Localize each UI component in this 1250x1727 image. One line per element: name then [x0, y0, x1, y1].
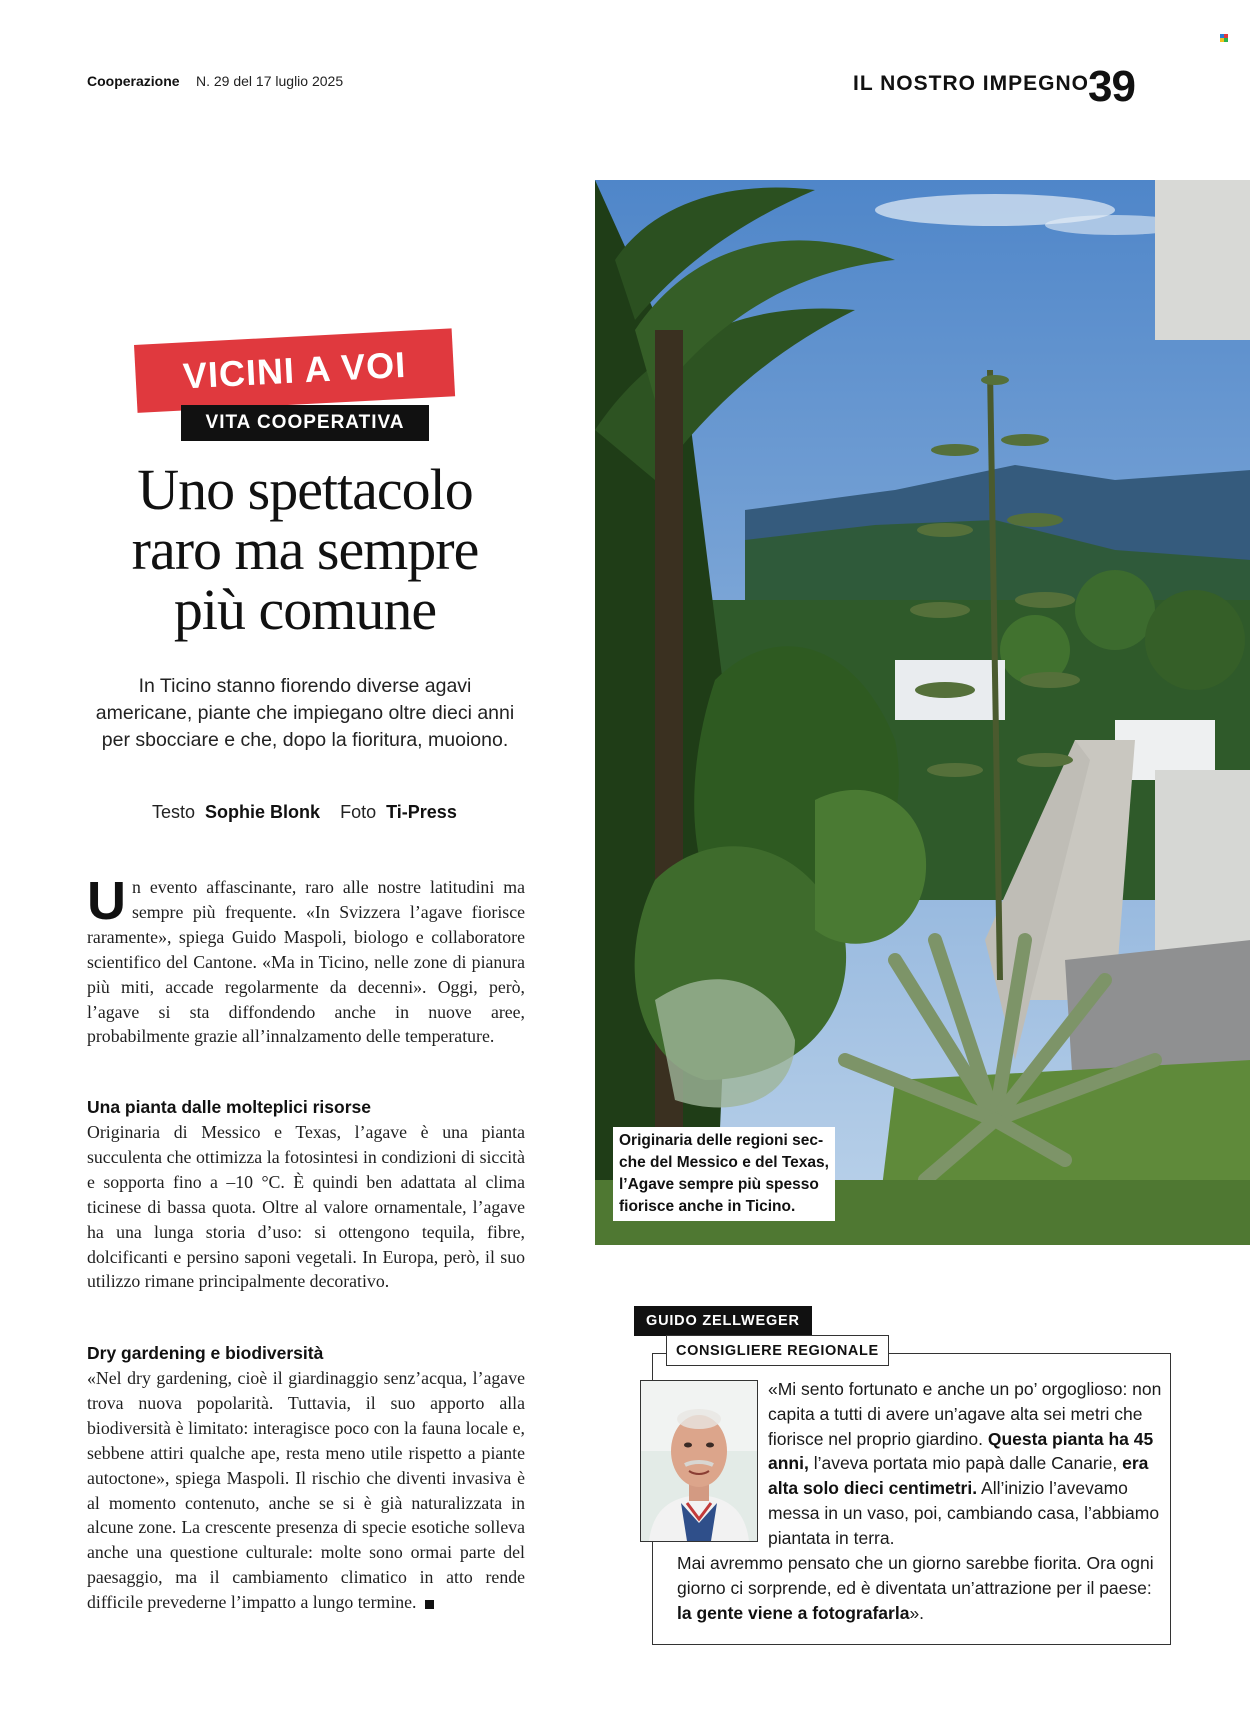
body-paragraph-1: Originaria di Messico e Texas, l’agave è una pianta succulenta che ottimizza la fotosintesi in condizioni di siccità e sopporta fino a –10 °C. È quindi ben adattata al clima ticinese di bassa quota. Oltre al valore ornamentale, l’agave ha una lunga storia d’uso: si ottengono tequila, fibre, dolcificanti e persino saponi vegetali. In Europa, però, il suo utilizzo rimane principalmente decorativo.: [87, 1122, 525, 1292]
byline: [152, 802, 457, 823]
kicker-label: [134, 328, 455, 413]
byline-author: Sophie Blonk: [205, 802, 321, 822]
byline-text-label: Testo: [152, 802, 196, 822]
byline-photographer: Ti-Press: [386, 802, 457, 822]
quote-end: ».: [909, 1602, 925, 1623]
quote-bold-2: era alta solo dieci centimetri.: [768, 1453, 1149, 1499]
article-headline: [60, 457, 550, 642]
drop-cap: U: [87, 871, 126, 931]
caption-line-2: che del Messico e del Texas,: [619, 1154, 829, 1171]
quote-bold-1: Questa pianta ha 45 anni,: [768, 1428, 1154, 1474]
section-title: IL NOSTRO IMPEGNO: [853, 72, 1089, 95]
article-lead: In Ticino stanno fiorendo diverse agavi americane, piante che impiegano oltre dieci anni per sbocciare e che, dopo la fioritura, muoiono.: [95, 675, 515, 751]
caption-line-4: fiorisce anche in Ticino.: [619, 1198, 796, 1215]
portrait-illustration: [641, 1381, 757, 1541]
headline-line-1: Uno spettacolo: [137, 457, 473, 522]
quote-part-1: «Mi sento fortunato e anche un po’ orgoglioso: non capita a tutti di avere un’agave alta sei metri che fiorisce nel proprio giardino.: [768, 1379, 1162, 1449]
quote-part-4: Mai avremmo pensato che un giorno sarebbe fiorita. Ora ogni giorno ci sorprende, ed è diventata un’attrazione per il paese:: [677, 1553, 1154, 1598]
photo-caption: [613, 1127, 835, 1221]
portrait-photo: [640, 1380, 758, 1542]
color-registration-mark: [1220, 34, 1228, 42]
caption-line-1: Originaria delle regioni sec-: [619, 1132, 824, 1149]
page-number: 39: [1088, 62, 1135, 111]
publication-name: Cooperazione: [87, 73, 180, 89]
subhead-dry-gardening: Dry gardening e biodiversità: [87, 1343, 324, 1363]
quote-person-name: GUIDO ZELLWEGER: [634, 1306, 812, 1336]
body-intro-text: n evento affascinante, raro alle nostre latitudini ma sempre più frequente. «In Svizzera l’agave fiorisce raramente», spiega Guido Maspoli, biologo e collaboratore scientifico del Cantone. «Ma in Ticino, nelle zone di pianura più miti, accade regolarmente da decenni». Oggi, però, l’agave si sta diffondendo anche in nuove aree, probabilmente grazie all’innalzamento delle temperature.: [87, 877, 525, 1047]
agave-photo: [595, 180, 1250, 1245]
headline-line-2: raro ma sempre: [131, 517, 479, 582]
agave-photo-illustration: [595, 180, 1250, 1245]
kicker-sublabel: [181, 405, 429, 441]
headline-line-3: più comune: [173, 577, 437, 642]
end-mark: [425, 1600, 434, 1609]
body-paragraph-2-text: «Nel dry gardening, cioè il giardinaggio senz’acqua, l’agave trova nuova popolarità. Tuttavia, il suo apporto alla biodiversità è limitato: interagisce poco con la fauna locale e, sebbene attiri qualche ape, resta meno utile rispetto a piante autoctone», spiega Maspoli. Il rischio che diventi invasiva è al momento contenuto, anche se si è già naturalizzata in alcune zone. La crescente presenza di specie esotiche solleva anche una questione culturale: molte sono ormai parte del paesaggio, ma il cambiamento climatico in atto rende difficile prevederne l’impatto a lungo termine.: [87, 1368, 525, 1613]
quote-text-part-1: [768, 1377, 1168, 1551]
kicker-subtext: VITA COOPERATIVA: [205, 412, 405, 433]
quote-person-role: CONSIGLIERE REGIONALE: [666, 1335, 889, 1366]
body-paragraph-2: [87, 1366, 525, 1615]
quote-part-3: All’inizio l’avevamo messa in un vaso, poi, cambiando casa, l’abbiamo piantata in terra.: [768, 1478, 1160, 1548]
quote-bold-3: la gente viene a fotografarla: [677, 1602, 910, 1623]
kicker-text: VICINI A VOI: [181, 343, 408, 397]
quote-part-2: l’aveva portata mio papà dalle Canarie,: [813, 1453, 1118, 1474]
caption-line-3: l’Agave sempre più spesso: [619, 1176, 819, 1193]
byline-photo-label: Foto: [340, 802, 377, 822]
issue-date: N. 29 del 17 luglio 2025: [196, 73, 344, 89]
body-intro: [87, 871, 525, 1049]
subhead-resources: Una pianta dalle molteplici risorse: [87, 1097, 371, 1117]
quote-text-part-2: [677, 1551, 1157, 1625]
